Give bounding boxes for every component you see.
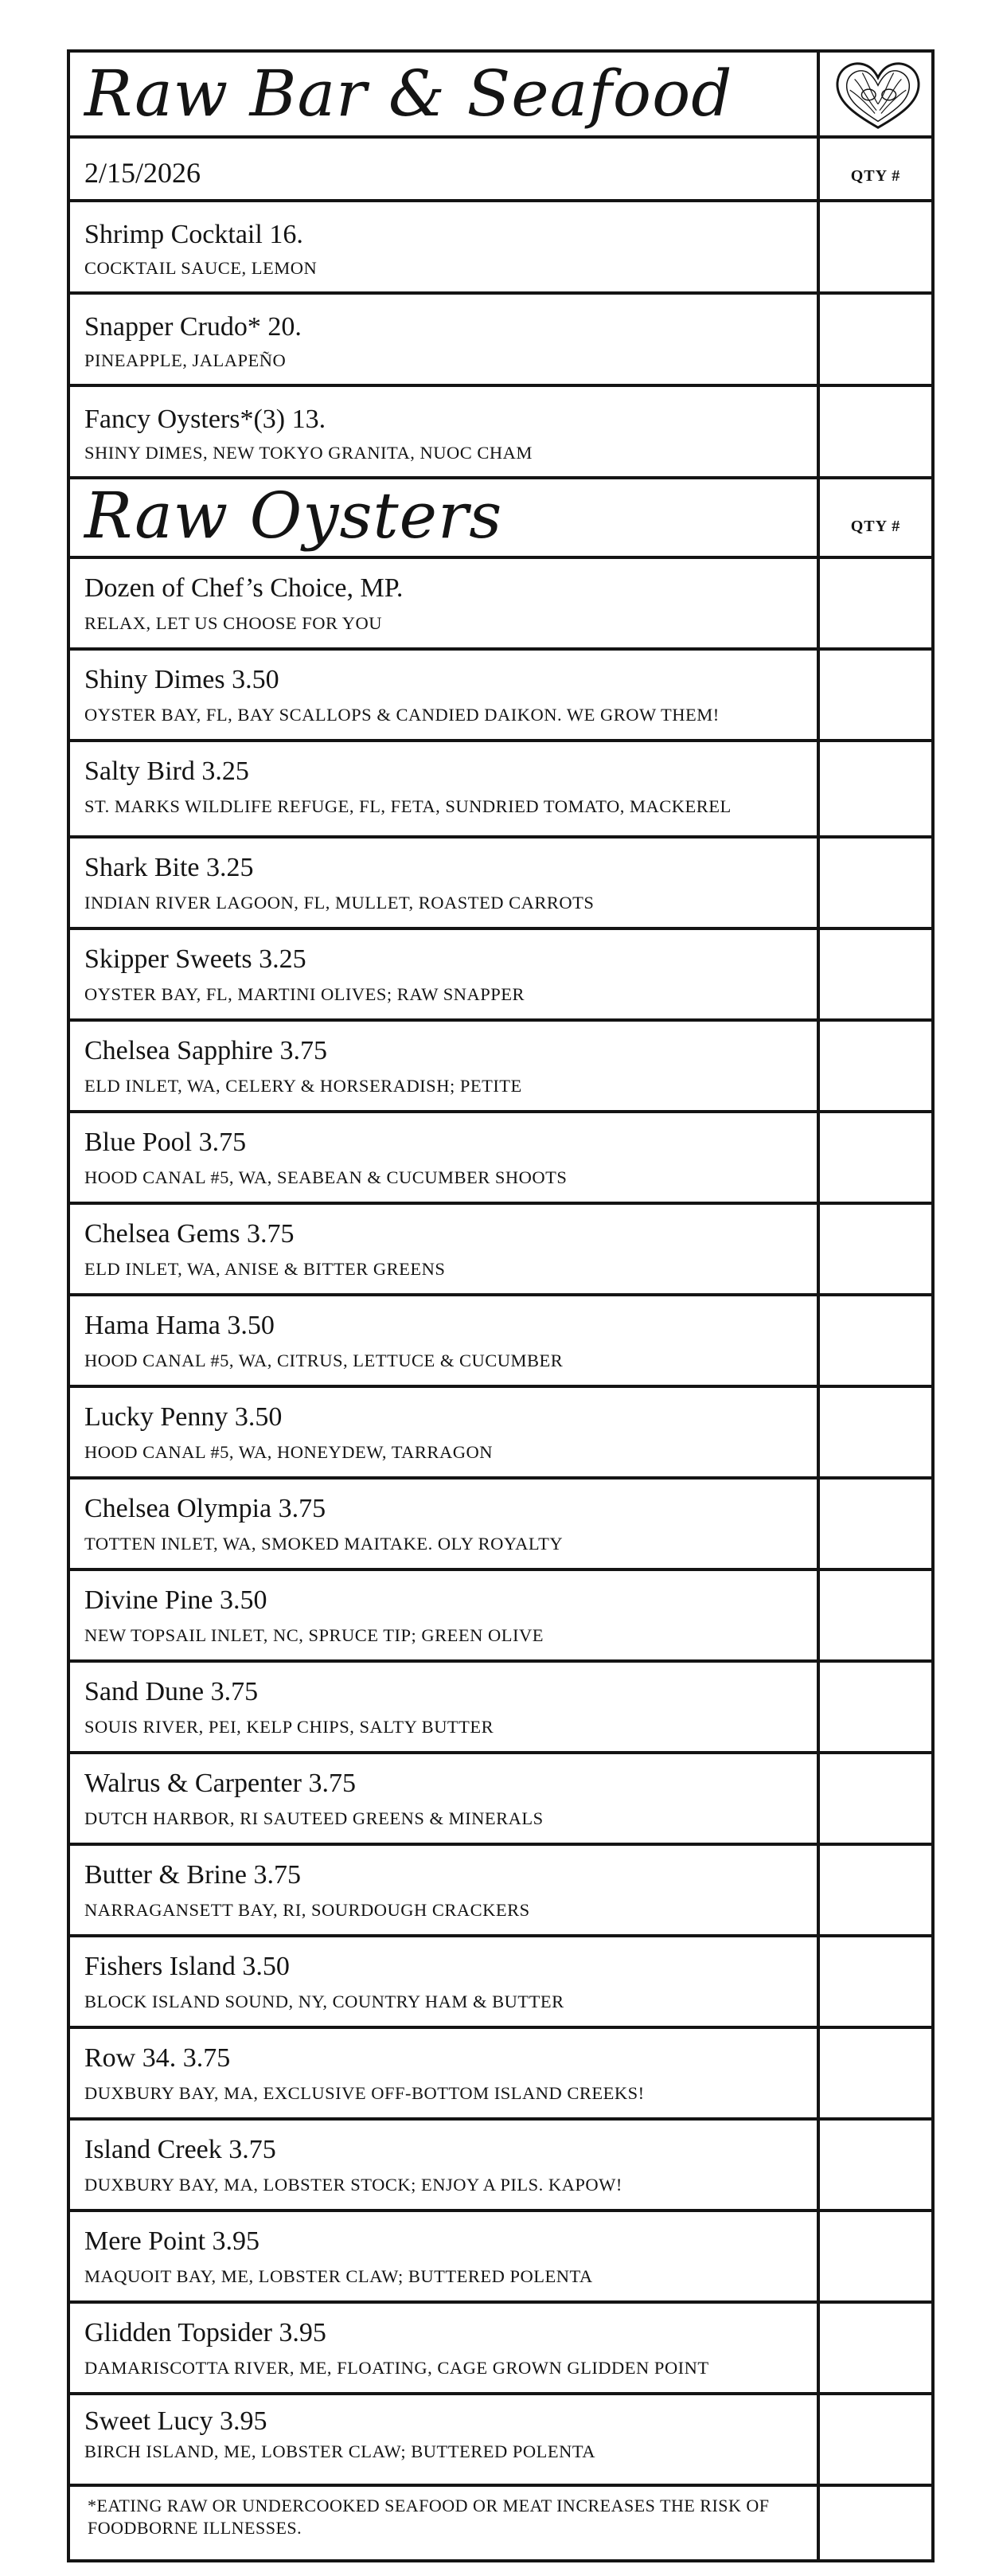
- item-description: OYSTER BAY, FL, BAY SCALLOPS & CANDIED DAIKON. WE GROW THEM!: [84, 705, 720, 725]
- item-description: HOOD CANAL #5, WA, SEABEAN & CUCUMBER SHOOTS: [84, 1167, 568, 1187]
- item-description: SOUIS RIVER, PEI, KELP CHIPS, SALTY BUTTER: [84, 1717, 494, 1737]
- item-name: Skipper Sweets 3.25: [84, 944, 306, 974]
- qty-cell[interactable]: [817, 1205, 931, 1293]
- item-name: Row 34. 3.75: [84, 2043, 231, 2073]
- item-description: DAMARISCOTTA RIVER, ME, FLOATING, CAGE GROWN GLIDDEN POINT: [84, 2358, 709, 2378]
- section-title: Raw Oysters: [84, 479, 503, 553]
- item-description: DUXBURY BAY, MA, EXCLUSIVE OFF-BOTTOM ISLAND CREEKS!: [84, 2083, 645, 2103]
- qty-cell[interactable]: [817, 1296, 931, 1385]
- qty-cell[interactable]: [817, 2395, 931, 2484]
- oyster-row: [70, 1663, 931, 1754]
- oyster-row: [70, 930, 931, 1022]
- item-name: Chelsea Sapphire 3.75: [84, 1036, 327, 1065]
- qty-cell[interactable]: [817, 1846, 931, 1934]
- oyster-row: [70, 1480, 931, 1571]
- qty-cell[interactable]: [817, 2304, 931, 2392]
- item-name: Sweet Lucy 3.95: [84, 2406, 267, 2436]
- oyster-row: [70, 559, 931, 651]
- item-name: Lucky Penny 3.50: [84, 1402, 283, 1432]
- item-description: ST. MARKS WILDLIFE REFUGE, FL, FETA, SUNDRIED TOMATO, MACKEREL: [84, 796, 732, 816]
- item-name: Divine Pine 3.50: [84, 1585, 267, 1615]
- item-description: BIRCH ISLAND, ME, LOBSTER CLAW; BUTTERED POLENTA: [84, 2441, 596, 2461]
- date-row: [70, 139, 931, 202]
- footnote: *EATING RAW OR UNDERCOOKED SEAFOOD OR MEAT INCREASES THE RISK OF FOODBORNE ILLNESSES.: [88, 2496, 770, 2538]
- qty-cell[interactable]: [817, 1022, 931, 1110]
- item-description: PINEAPPLE, JALAPEÑO: [84, 350, 287, 370]
- oyster-row: [70, 1937, 931, 2029]
- item-name: Sand Dune 3.75: [84, 1677, 259, 1706]
- item-description: BLOCK ISLAND SOUND, NY, COUNTRY HAM & BUTTER: [84, 1992, 564, 2011]
- item-name: Shark Bite 3.25: [84, 853, 254, 882]
- oyster-row: [70, 1113, 931, 1205]
- qty-cell[interactable]: [817, 2121, 931, 2209]
- menu-date: 2/15/2026: [84, 157, 201, 189]
- item-description: INDIAN RIVER LAGOON, FL, MULLET, ROASTED CARROTS: [84, 893, 595, 913]
- qty-cell[interactable]: [817, 2029, 931, 2117]
- item-description: NEW TOPSAIL INLET, NC, SPRUCE TIP; GREEN OLIVE: [84, 1625, 544, 1645]
- item-name: Dozen of Chef’s Choice, MP.: [84, 573, 404, 603]
- qty-cell[interactable]: [817, 295, 931, 384]
- item-name: Glidden Topsider 3.95: [84, 2318, 326, 2347]
- oyster-row: [70, 2395, 931, 2487]
- item-description: HOOD CANAL #5, WA, HONEYDEW, TARRAGON: [84, 1442, 493, 1462]
- oyster-row: [70, 1388, 931, 1480]
- oyster-row: [70, 1754, 931, 1846]
- oyster-row: [70, 651, 931, 742]
- qty-cell: [817, 2480, 931, 2559]
- item-description: MAQUOIT BAY, ME, LOBSTER CLAW; BUTTERED POLENTA: [84, 2266, 593, 2286]
- qty-cell[interactable]: [817, 742, 931, 835]
- qty-cell[interactable]: [817, 2212, 931, 2300]
- oyster-row: [70, 1022, 931, 1113]
- item-name: Shiny Dimes 3.50: [84, 665, 279, 694]
- oyster-row: [70, 2121, 931, 2212]
- oyster-row: [70, 2212, 931, 2304]
- qty-label: QTY #: [850, 518, 901, 535]
- item-description: ELD INLET, WA, CELERY & HORSERADISH; PETITE: [84, 1076, 522, 1096]
- item-name: Mere Point 3.95: [84, 2226, 260, 2256]
- item-name: Hama Hama 3.50: [84, 1311, 275, 1340]
- qty-label: QTY #: [850, 167, 901, 185]
- item-name: Island Creek 3.75: [84, 2135, 276, 2164]
- qty-cell[interactable]: [817, 838, 931, 927]
- item-name: Chelsea Olympia 3.75: [84, 1494, 326, 1523]
- qty-cell[interactable]: [817, 387, 931, 476]
- oyster-row: [70, 2304, 931, 2395]
- oyster-row: [70, 1571, 931, 1663]
- item-description: DUXBURY BAY, MA, LOBSTER STOCK; ENJOY A PILS. KAPOW!: [84, 2175, 622, 2195]
- qty-cell[interactable]: [817, 1937, 931, 2026]
- oyster-row: [70, 1846, 931, 1937]
- qty-cell[interactable]: [817, 651, 931, 739]
- qty-cell[interactable]: [817, 559, 931, 647]
- item-name: Snapper Crudo* 20.: [84, 312, 302, 342]
- qty-cell[interactable]: [817, 1388, 931, 1476]
- item-description: HOOD CANAL #5, WA, CITRUS, LETTUCE & CUCUMBER: [84, 1351, 564, 1370]
- qty-cell[interactable]: [817, 1663, 931, 1751]
- item-description: COCKTAIL SAUCE, LEMON: [84, 258, 318, 278]
- item-description: NARRAGANSETT BAY, RI, SOURDOUGH CRACKERS: [84, 1900, 530, 1920]
- oyster-row: [70, 742, 931, 838]
- title-row: [70, 53, 931, 139]
- logo-cell: [817, 53, 931, 135]
- qty-cell[interactable]: [817, 1113, 931, 1202]
- item-name: Fishers Island 3.50: [84, 1952, 290, 1981]
- oyster-heart-icon: [831, 56, 925, 134]
- qty-cell[interactable]: [817, 202, 931, 291]
- item-name: Walrus & Carpenter 3.75: [84, 1769, 356, 1798]
- footnote-row: [70, 2480, 931, 2559]
- oyster-row: [70, 838, 931, 930]
- item-description: RELAX, LET US CHOOSE FOR YOU: [84, 613, 383, 633]
- page-title: Raw Bar & Seafood: [84, 57, 733, 131]
- oyster-row: [70, 1296, 931, 1388]
- item-description: SHINY DIMES, NEW TOKYO GRANITA, NUOC CHAM: [84, 443, 533, 463]
- raw-bar-item: [70, 202, 931, 295]
- item-name: Chelsea Gems 3.75: [84, 1219, 295, 1249]
- oyster-row: [70, 2029, 931, 2121]
- qty-header-cell: [817, 139, 931, 199]
- item-description: DUTCH HARBOR, RI SAUTEED GREENS & MINERALS: [84, 1808, 544, 1828]
- qty-cell[interactable]: [817, 1754, 931, 1843]
- item-description: OYSTER BAY, FL, MARTINI OLIVES; RAW SNAPPER: [84, 984, 525, 1004]
- item-name: Salty Bird 3.25: [84, 756, 249, 786]
- item-name: Blue Pool 3.75: [84, 1128, 247, 1157]
- qty-cell[interactable]: [817, 930, 931, 1018]
- menu-card: [67, 49, 935, 2562]
- qty-cell[interactable]: [817, 1571, 931, 1659]
- item-description: ELD INLET, WA, ANISE & BITTER GREENS: [84, 1259, 446, 1279]
- qty-cell[interactable]: [817, 1480, 931, 1568]
- item-name: Butter & Brine 3.75: [84, 1860, 301, 1890]
- item-description: TOTTEN INLET, WA, SMOKED MAITAKE. OLY ROYALTY: [84, 1534, 564, 1554]
- qty-header-cell: [817, 479, 931, 556]
- oysters-header-row: [70, 479, 931, 559]
- raw-bar-item: [70, 295, 931, 387]
- raw-bar-item: [70, 387, 931, 479]
- item-name: Fancy Oysters*(3) 13.: [84, 405, 326, 434]
- item-name: Shrimp Cocktail 16.: [84, 220, 303, 249]
- oyster-row: [70, 1205, 931, 1296]
